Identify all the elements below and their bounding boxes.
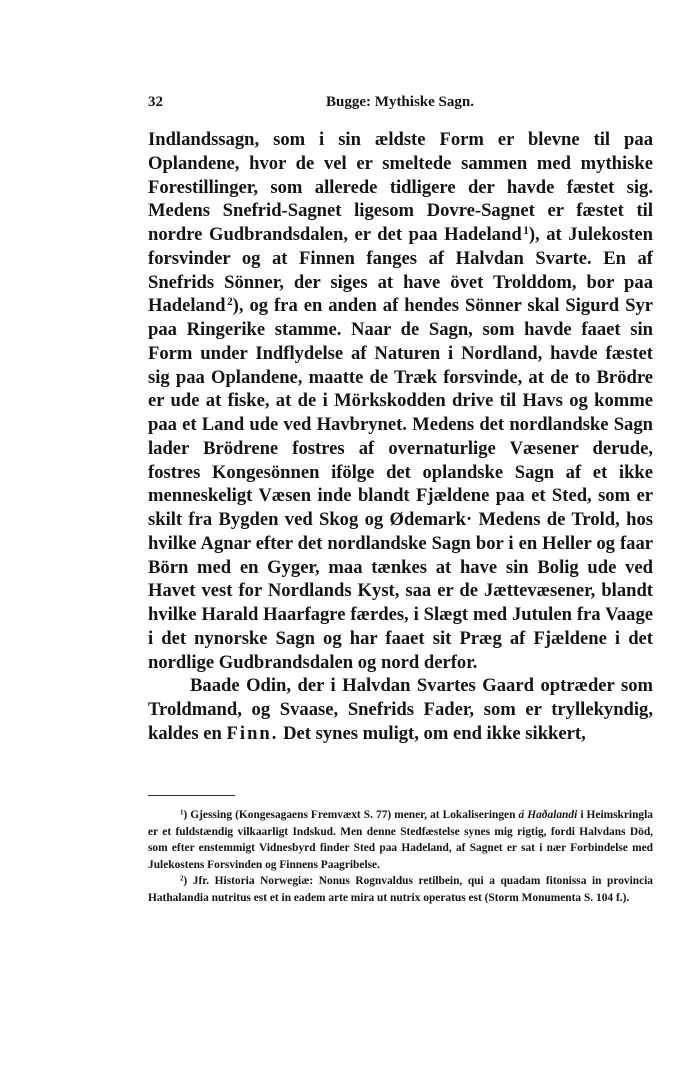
running-title: Bugge: Mythiske Sagn. <box>326 94 474 110</box>
footnote-marker-1: 1 <box>180 809 184 817</box>
paragraph-1-text-b: ), at Julekosten forsvinder og at Finnen fanges af Halvdan Svarte. En af Snefrids Sönner, der siges at have övet Trolddom, bor paa Hadeland <box>148 224 654 317</box>
page-number: 32 <box>148 94 163 110</box>
footnote-ref-2: 2 <box>227 296 233 309</box>
paragraph-1-text-a: Indlandssagn, som i sin ældste Form er blevne til paa Oplandene, hvor de vel er smeltede sammen med mythiske Forestillinger, som allerede tidligere der havde fæstet sig. Medens Snefrid-Sagnet ligesom Dovre-Sagnet er fæstet til nordre Gudbrandsdalen, er det paa Hadeland <box>148 129 653 245</box>
spaced-word-finn: Finn. <box>226 722 279 744</box>
page-header <box>148 94 652 116</box>
paragraph-2-text-b: Det synes muligt, om end ikke sikkert, <box>283 722 586 744</box>
footnote-marker-2: 2 <box>180 875 184 883</box>
footnotes <box>148 807 653 907</box>
paragraph-2-text-a: Baade Odin, der i Halvdan Svartes Gaard optræder som Troldmand, og Svaase, Snefrids Fader, som er tryllekyndig, kaldes en <box>148 675 653 744</box>
footnote-2-text: ) Jfr. Historia Norwegiæ: Nonus Rognvaldus retilbein, qui a quadam fitonissa in provincia Hathalandia nutritus est et in eadem arte mira ut nutrix operatus est (Storm Monumenta S. 104 f.). <box>148 875 653 904</box>
paragraph-1-text-c: ), og fra en anden af hendes Sönner skal Sigurd Syr paa Ringerike stamme. Naar de Sagn, som havde faaet sin Form under Indflydelse af Naturen i Nordland, havde fæstet sig paa Oplandene, maatte de Træk forsvinde, at de to Brödre er ude at fiske, at de i Mörkskodden drive til Havs og komme paa et Land ude ved Havbrynet. Medens det nordlandske Sagn lader Brödrene fostres af overnaturlige Væsener derude, fostres Kongesönnen ifölge det oplandske Sagn af et ikke menneskeligt Væsen inde blandt Fjældene paa et Sted, som er skilt fra Bygden ved Skog og Ødemark· Medens de Trold, hos hvilke Agnar efter det nordlandske Sagn bor i en Heller og faar Börn med en Gyger, maa tænkes at have sin Bolig ude ved Havet vest for Nordlands Kyst, saa er de Jættevæsener, blandt hvilke Harald Haarfagre færdes, i Slægt med Jutulen fra Vaage i det nynorske Sagn og har faaet sit Præg af Fjældene i det nordlige Gudbrandsdalen og nord derfor. <box>148 295 653 673</box>
main-text <box>148 128 653 746</box>
footnote-1-italic: á Haðalandi <box>518 809 578 821</box>
footnote-divider <box>148 795 235 796</box>
footnote-1-text-b: i Heimskringla er et fuldstændig vilkaarligt Indskud. Men denne Stedfæstelse synes mig rigtig, fordi Halvdans Död, som efter enstemmigt Vidnesbyrd finder Sted paa Hadeland, af Sagnet er sat i nær Forbindelse med Julekostens Forsvinden og Finnens Paagribelse. <box>148 809 653 871</box>
footnote-1 <box>148 807 653 873</box>
footnote-1-text-a: ) Gjessing (Kongesagaens Fremvæxt S. 77) mener, at Lokaliseringen <box>183 809 516 821</box>
footnote-2 <box>148 873 653 906</box>
paragraph-1 <box>148 128 653 674</box>
footnote-ref-1: 1 <box>523 224 529 237</box>
paragraph-2 <box>148 674 653 745</box>
